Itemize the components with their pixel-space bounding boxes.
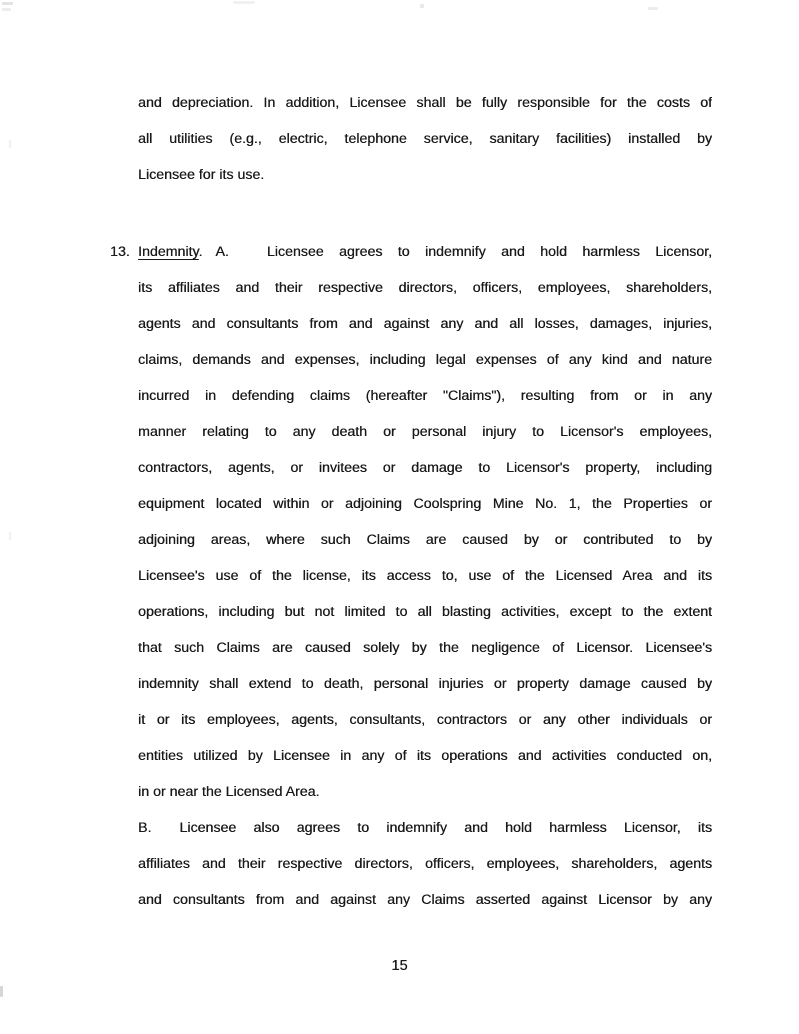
text-line: that such Claims are caused solely by the negligence of Licensor. Licensee's: [138, 640, 712, 656]
scan-artifact: [0, 986, 3, 997]
paragraph-utilities: [138, 85, 712, 193]
paragraph-lines: [138, 846, 712, 918]
text-line: Licensee's use of the license, its access to, use of the Licensed Area and its: [138, 568, 712, 584]
scan-artifact: [2, 8, 11, 11]
page-number: 15: [391, 958, 408, 974]
text-line: all utilities (e.g., electric, telephone service, sanitary facilities) installed by: [138, 131, 712, 147]
scan-artifact: [9, 532, 11, 540]
scan-artifact: [420, 4, 424, 8]
paragraph-gap: [138, 193, 712, 234]
tab-space: [229, 255, 267, 256]
scan-artifact: [9, 140, 11, 148]
scan-artifact: [233, 1, 255, 4]
tab-space: [151, 831, 179, 832]
text-line: claims, demands and expenses, including legal expenses of any kind and nature: [138, 352, 712, 368]
part-a-label: A.: [215, 244, 229, 260]
section-term-period: .: [198, 244, 203, 260]
section-13-indemnity: [110, 234, 712, 810]
part-b-label: B.: [138, 820, 152, 836]
text-line: entities utilized by Licensee in any of its operations and activities conducted on,: [138, 748, 712, 764]
text-line: Licensee for its use.: [138, 167, 265, 183]
text-line: 13. Indemnity. A. Licensee agrees to indemnify and hold harmless Licensor,: [110, 244, 712, 260]
scan-artifact: [2, 2, 13, 5]
text-line: indemnity shall extend to death, personal injuries or property damage caused by: [138, 676, 712, 692]
text-line: agents and consultants from and against any and all losses, damages, injuries,: [138, 316, 712, 332]
text-line: and depreciation. In addition, Licensee shall be fully responsible for the costs of: [138, 95, 712, 111]
text-line: in or near the Licensed Area.: [138, 784, 320, 800]
text-line: affiliates and their respective directors, officers, employees, shareholders, agents: [138, 856, 712, 872]
text-line: incurred in defending claims (hereafter "Claims"), resulting from or in any: [138, 388, 712, 404]
section-term: Indemnity: [138, 244, 199, 260]
paragraph-lines: [138, 85, 712, 193]
text-line: adjoining areas, where such Claims are caused by or contributed to by: [138, 532, 712, 548]
text-line: [138, 810, 712, 846]
text-run: Licensee agrees to indemnify and hold harmless Licensor,: [266, 244, 712, 260]
text-line: its affiliates and their respective directors, officers, employees, shareholders,: [138, 280, 712, 296]
tab-space: [202, 255, 215, 256]
text-line: and consultants from and against any Claims asserted against Licensor by any: [138, 892, 712, 908]
text-line: manner relating to any death or personal injury to Licensor's employees,: [138, 424, 712, 440]
text-line: equipment located within or adjoining Coolspring Mine No. 1, the Properties or: [138, 496, 712, 512]
text-run: Licensee also agrees to indemnify and hold harmless Licensor, its: [179, 820, 712, 836]
scan-artifact: [648, 7, 658, 10]
paragraph-lines: [138, 270, 712, 810]
text-column: [110, 85, 712, 918]
text-line: operations, including but not limited to all blasting activities, except to the extent: [138, 604, 712, 620]
paragraph-b-indemnity: [138, 810, 712, 918]
text-line: contractors, agents, or invitees or damage to Licensor's property, including: [138, 460, 712, 476]
text-line: it or its employees, agents, consultants, contractors or any other individuals or: [138, 712, 712, 728]
